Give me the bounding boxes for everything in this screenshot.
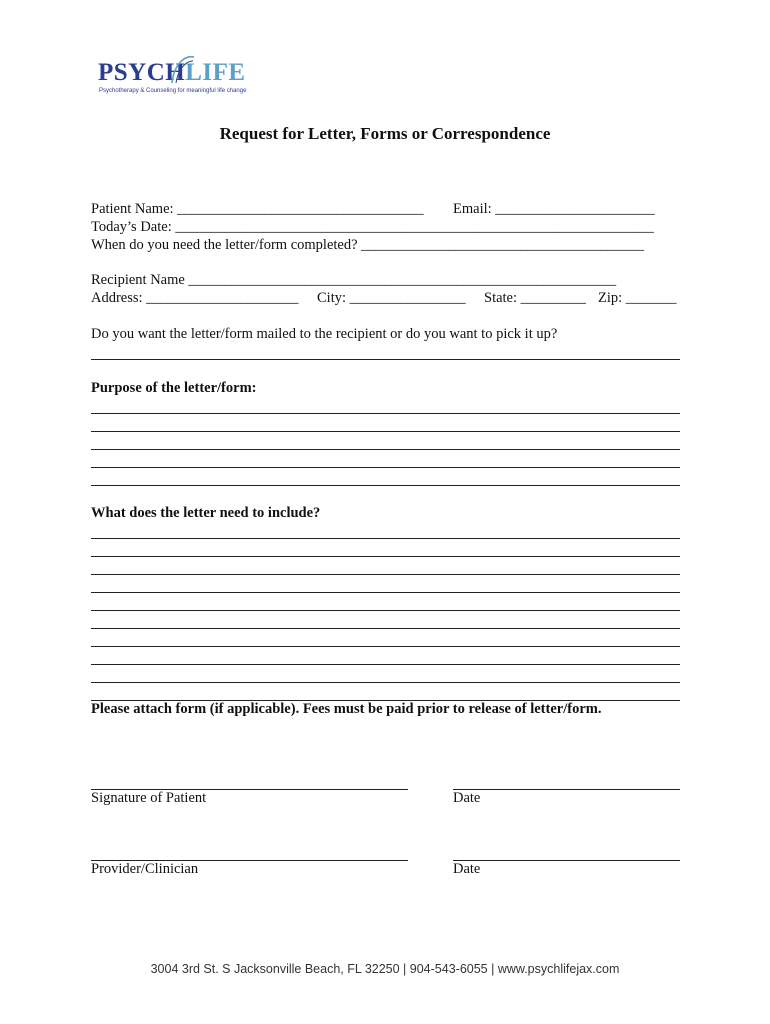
include-answer-line[interactable] (91, 538, 680, 539)
purpose-answer-line[interactable] (91, 467, 680, 468)
purpose-answer-line[interactable] (91, 413, 680, 414)
include-answer-line[interactable] (91, 574, 680, 575)
purpose-heading: Purpose of the letter/form: (91, 380, 257, 396)
include-answer-line[interactable] (91, 556, 680, 557)
city-field[interactable]: City: ________________ (317, 290, 466, 306)
logo-word-life: LIFE (185, 59, 246, 86)
patient-name-field[interactable]: Patient Name: __________________________________ (91, 201, 424, 217)
include-answer-line[interactable] (91, 628, 680, 629)
fees-notice: Please attach form (if applicable). Fees must be paid prior to release of letter/form. (91, 701, 602, 717)
provider-date-line[interactable] (453, 860, 680, 861)
address-field[interactable]: Address: _____________________ (91, 290, 299, 306)
logo-word-psych: PSYCH (98, 59, 186, 86)
provider-signature-label: Provider/Clinician (91, 861, 199, 877)
logo-swoosh-icon (166, 53, 196, 87)
purpose-answer-line[interactable] (91, 485, 680, 486)
include-answer-line[interactable] (91, 592, 680, 593)
patient-date-label: Date (453, 790, 481, 806)
delivery-answer-line[interactable] (91, 359, 680, 360)
patient-date-line[interactable] (453, 789, 680, 790)
email-field[interactable]: Email: ______________________ (453, 201, 655, 217)
delivery-question: Do you want the letter/form mailed to the recipient or do you want to pick it up? (91, 326, 558, 342)
include-answer-line[interactable] (91, 646, 680, 647)
zip-field[interactable]: Zip: _______ (598, 290, 677, 306)
footer-contact: 3004 3rd St. S Jacksonville Beach, FL 32250 | 904-543-6055 | www.psychlifejax.com (150, 962, 620, 976)
include-heading: What does the letter need to include? (91, 505, 321, 521)
logo (98, 55, 247, 99)
provider-date-label: Date (453, 861, 481, 877)
purpose-answer-line[interactable] (91, 449, 680, 450)
include-answer-line[interactable] (91, 664, 680, 665)
logo-tagline: Psychotherapy & Counseling for meaningful life change (99, 88, 247, 94)
todays-date-field[interactable]: Today’s Date: __________________________________________________________________ (91, 219, 654, 235)
purpose-answer-line[interactable] (91, 431, 680, 432)
completion-date-field[interactable]: When do you need the letter/form completed? _______________________________________ (91, 237, 644, 253)
recipient-name-field[interactable]: Recipient Name ___________________________________________________________ (91, 272, 617, 288)
include-answer-line[interactable] (91, 682, 680, 683)
patient-signature-label: Signature of Patient (91, 790, 207, 806)
include-answer-line[interactable] (91, 610, 680, 611)
state-field[interactable]: State: _________ (484, 290, 586, 306)
document-title: Request for Letter, Forms or Correspondence (219, 124, 551, 143)
